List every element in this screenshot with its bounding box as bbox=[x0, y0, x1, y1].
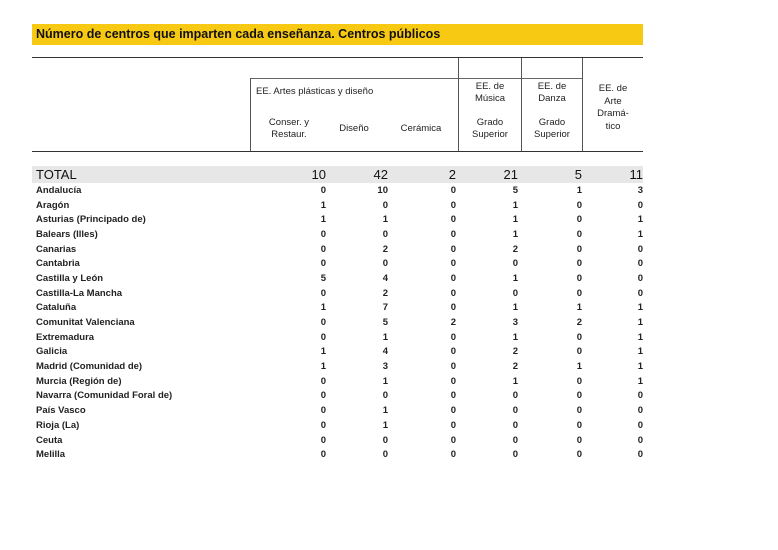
column-header-danza-line2: Superior bbox=[534, 129, 570, 140]
table-cell: 0 bbox=[450, 199, 456, 211]
group-header-arte-dramatico bbox=[583, 83, 643, 133]
table-row bbox=[32, 183, 643, 198]
table-cell: 0 bbox=[576, 405, 582, 417]
group-header-arte-line4: tico bbox=[605, 120, 621, 132]
region-name: Madrid (Comunidad de) bbox=[36, 361, 143, 373]
table-cell: 0 bbox=[320, 184, 326, 196]
table-cell: 1 bbox=[637, 302, 643, 314]
table-cell: 0 bbox=[637, 258, 643, 270]
column-header-musica-line2: Superior bbox=[472, 129, 508, 140]
region-name: Extremadura bbox=[36, 331, 95, 343]
total-cell: 5 bbox=[574, 167, 582, 182]
table-cell: 2 bbox=[576, 317, 582, 329]
table-cell: 1 bbox=[382, 405, 388, 417]
region-rows bbox=[32, 183, 643, 462]
table-row bbox=[32, 212, 643, 227]
table-row bbox=[32, 447, 643, 462]
column-header-ceramica: Cerámica bbox=[400, 123, 442, 134]
table-cell: 0 bbox=[382, 258, 388, 270]
table-cell: 1 bbox=[576, 361, 582, 373]
table-cell: 3 bbox=[512, 317, 518, 329]
table-cell: 1 bbox=[637, 317, 643, 329]
table-cell: 0 bbox=[320, 331, 326, 343]
table-cell: 0 bbox=[637, 287, 643, 299]
table-row bbox=[32, 301, 643, 316]
table-row bbox=[32, 315, 643, 330]
table-cell: 1 bbox=[512, 375, 518, 387]
table-cell: 1 bbox=[576, 184, 582, 196]
region-name: Ceuta bbox=[36, 434, 63, 446]
table-cell: 4 bbox=[382, 272, 388, 284]
region-name: Aragón bbox=[36, 199, 70, 211]
region-name: Galicia bbox=[36, 346, 68, 358]
table-cell: 1 bbox=[382, 331, 388, 343]
region-name: Balears (Illes) bbox=[36, 228, 98, 240]
table-cell: 0 bbox=[450, 405, 456, 417]
table-cell: 0 bbox=[450, 346, 456, 358]
table-row bbox=[32, 389, 643, 404]
table-cell: 3 bbox=[637, 184, 643, 196]
table-cell: 0 bbox=[450, 302, 456, 314]
table-cell: 0 bbox=[576, 375, 582, 387]
data-table bbox=[32, 166, 643, 462]
table-cell: 2 bbox=[512, 243, 518, 255]
header-separator bbox=[250, 78, 251, 151]
table-cell: 2 bbox=[512, 361, 518, 373]
region-name: Cataluña bbox=[36, 302, 77, 314]
region-name: Andalucía bbox=[36, 184, 82, 196]
table-cell: 0 bbox=[576, 214, 582, 226]
region-name: Murcia (Región de) bbox=[36, 375, 122, 387]
group-divider-rule bbox=[250, 78, 582, 79]
table-cell: 0 bbox=[450, 287, 456, 299]
table-cell: 0 bbox=[576, 199, 582, 211]
group-header-musica-line2: Música bbox=[474, 93, 506, 104]
column-header-conser-line1: Conser. y bbox=[268, 117, 310, 128]
table-cell: 1 bbox=[637, 375, 643, 387]
table-cell: 0 bbox=[512, 405, 518, 417]
page-title: Número de centros que imparten cada enseñanza. Centros públicos bbox=[36, 27, 441, 41]
table-cell: 0 bbox=[450, 375, 456, 387]
table-cell: 1 bbox=[382, 214, 388, 226]
table-cell: 0 bbox=[450, 258, 456, 270]
table-cell: 0 bbox=[450, 184, 456, 196]
table-cell: 1 bbox=[637, 331, 643, 343]
region-name: Comunitat Valenciana bbox=[36, 317, 135, 329]
column-header-musica-line1: Grado bbox=[476, 117, 504, 128]
table-cell: 3 bbox=[382, 361, 388, 373]
region-name: Asturias (Principado de) bbox=[36, 214, 146, 226]
table-row bbox=[32, 286, 643, 301]
table-row bbox=[32, 433, 643, 448]
table-cell: 0 bbox=[576, 449, 582, 461]
total-cell: 10 bbox=[311, 167, 326, 182]
table-cell: 1 bbox=[637, 228, 643, 240]
table-cell: 0 bbox=[320, 449, 326, 461]
table-cell: 0 bbox=[637, 243, 643, 255]
group-header-musica-line1: EE. de bbox=[475, 81, 505, 92]
table-cell: 0 bbox=[576, 287, 582, 299]
table-cell: 1 bbox=[512, 272, 518, 284]
column-header-diseno: Diseño bbox=[339, 123, 369, 134]
header-bottom-rule bbox=[32, 151, 643, 152]
table-cell: 0 bbox=[576, 346, 582, 358]
table-cell: 0 bbox=[576, 243, 582, 255]
table-cell: 0 bbox=[320, 287, 326, 299]
table-cell: 0 bbox=[320, 317, 326, 329]
table-cell: 0 bbox=[637, 419, 643, 431]
table-cell: 0 bbox=[637, 405, 643, 417]
table-cell: 1 bbox=[320, 302, 326, 314]
table-cell: 1 bbox=[512, 302, 518, 314]
table-row bbox=[32, 198, 643, 213]
region-name: Navarra (Comunidad Foral de) bbox=[36, 390, 173, 402]
total-cell: 2 bbox=[448, 167, 456, 182]
group-header-danza-line2: Danza bbox=[538, 93, 566, 104]
total-cell: 11 bbox=[629, 167, 643, 182]
table-cell: 1 bbox=[637, 346, 643, 358]
table-row bbox=[32, 330, 643, 345]
group-header-musica bbox=[459, 81, 521, 105]
table-cell: 7 bbox=[382, 302, 388, 314]
group-header-arte-line1: EE. de bbox=[598, 83, 628, 94]
table-cell: 0 bbox=[512, 287, 518, 299]
table-cell: 0 bbox=[637, 199, 643, 211]
table-cell: 0 bbox=[320, 258, 326, 270]
table-cell: 10 bbox=[377, 184, 388, 196]
table-row bbox=[32, 418, 643, 433]
table-cell: 0 bbox=[450, 331, 456, 343]
table-cell: 0 bbox=[382, 390, 388, 402]
column-header-musica bbox=[459, 117, 521, 141]
table-cell: 1 bbox=[637, 214, 643, 226]
table-row bbox=[32, 227, 643, 242]
group-header-danza bbox=[522, 81, 582, 105]
table-cell: 1 bbox=[320, 361, 326, 373]
table-cell: 0 bbox=[512, 419, 518, 431]
table-cell: 0 bbox=[637, 390, 643, 402]
group-header-arte-line2: Arte bbox=[604, 95, 622, 107]
table-row bbox=[32, 345, 643, 360]
table-cell: 0 bbox=[450, 272, 456, 284]
table-row bbox=[32, 271, 643, 286]
group-header-danza-line1: EE. de bbox=[537, 81, 567, 92]
table-cell: 0 bbox=[320, 390, 326, 402]
table-cell: 0 bbox=[637, 272, 643, 284]
table-cell: 0 bbox=[576, 434, 582, 446]
total-label: TOTAL bbox=[36, 167, 77, 182]
table-cell: 0 bbox=[382, 199, 388, 211]
region-name: Castilla-La Mancha bbox=[36, 287, 123, 299]
group-header-arte-line3: Dramá- bbox=[597, 108, 629, 119]
table-row bbox=[32, 403, 643, 418]
table-cell: 1 bbox=[576, 302, 582, 314]
column-header-conser-line2: Restaur. bbox=[271, 129, 307, 140]
table-cell: 1 bbox=[512, 331, 518, 343]
table-cell: 0 bbox=[576, 258, 582, 270]
table-cell: 1 bbox=[320, 346, 326, 358]
table-cell: 0 bbox=[320, 228, 326, 240]
table-row bbox=[32, 359, 643, 374]
table-cell: 0 bbox=[450, 214, 456, 226]
table-cell: 0 bbox=[320, 375, 326, 387]
header-top-rule bbox=[32, 57, 643, 58]
table-cell: 1 bbox=[320, 214, 326, 226]
table-cell: 5 bbox=[512, 184, 518, 196]
table-cell: 0 bbox=[450, 361, 456, 373]
table-cell: 0 bbox=[576, 272, 582, 284]
table-cell: 0 bbox=[512, 390, 518, 402]
table-cell: 1 bbox=[637, 361, 643, 373]
table-cell: 0 bbox=[450, 419, 456, 431]
table-cell: 5 bbox=[320, 272, 326, 284]
table-cell: 1 bbox=[320, 199, 326, 211]
total-cell: 21 bbox=[503, 167, 518, 182]
region-name: Canarias bbox=[36, 243, 77, 255]
region-name: Rioja (La) bbox=[36, 419, 80, 431]
table-cell: 1 bbox=[382, 375, 388, 387]
table-cell: 0 bbox=[450, 449, 456, 461]
table-row bbox=[32, 242, 643, 257]
region-name: Melilla bbox=[36, 449, 66, 461]
table-cell: 0 bbox=[320, 434, 326, 446]
table-cell: 4 bbox=[382, 346, 388, 358]
table-cell: 5 bbox=[382, 317, 388, 329]
table-cell: 0 bbox=[576, 390, 582, 402]
table-cell: 2 bbox=[450, 317, 456, 329]
table-cell: 0 bbox=[576, 419, 582, 431]
table-cell: 0 bbox=[450, 243, 456, 255]
table-cell: 0 bbox=[382, 434, 388, 446]
table-cell: 0 bbox=[382, 228, 388, 240]
column-header-danza bbox=[522, 117, 582, 141]
region-name: País Vasco bbox=[36, 405, 86, 417]
column-header-conser bbox=[254, 117, 324, 141]
total-cell: 42 bbox=[373, 167, 388, 182]
table-cell: 0 bbox=[450, 390, 456, 402]
table-cell: 0 bbox=[320, 243, 326, 255]
total-row bbox=[32, 166, 643, 183]
table-cell: 0 bbox=[576, 228, 582, 240]
table-cell: 0 bbox=[512, 434, 518, 446]
table-cell: 0 bbox=[320, 419, 326, 431]
table-cell: 0 bbox=[576, 331, 582, 343]
table-cell: 0 bbox=[637, 449, 643, 461]
table-cell: 0 bbox=[512, 258, 518, 270]
table-cell: 0 bbox=[450, 434, 456, 446]
table-cell: 1 bbox=[512, 228, 518, 240]
group-header-artes: EE. Artes plásticas y diseño bbox=[256, 86, 374, 97]
table-row bbox=[32, 374, 643, 389]
table-row bbox=[32, 256, 643, 271]
table-cell: 0 bbox=[320, 405, 326, 417]
table-cell: 0 bbox=[512, 449, 518, 461]
table-cell: 0 bbox=[450, 228, 456, 240]
table-cell: 1 bbox=[382, 419, 388, 431]
region-name: Cantabria bbox=[36, 258, 80, 270]
table-cell: 0 bbox=[637, 434, 643, 446]
table-cell: 1 bbox=[512, 199, 518, 211]
column-header-danza-line1: Grado bbox=[538, 117, 566, 128]
table-cell: 2 bbox=[512, 346, 518, 358]
region-name: Castilla y León bbox=[36, 272, 104, 284]
table-cell: 1 bbox=[512, 214, 518, 226]
table-cell: 2 bbox=[382, 243, 388, 255]
table-cell: 0 bbox=[382, 449, 388, 461]
title-bar bbox=[32, 24, 643, 45]
table-cell: 2 bbox=[382, 287, 388, 299]
